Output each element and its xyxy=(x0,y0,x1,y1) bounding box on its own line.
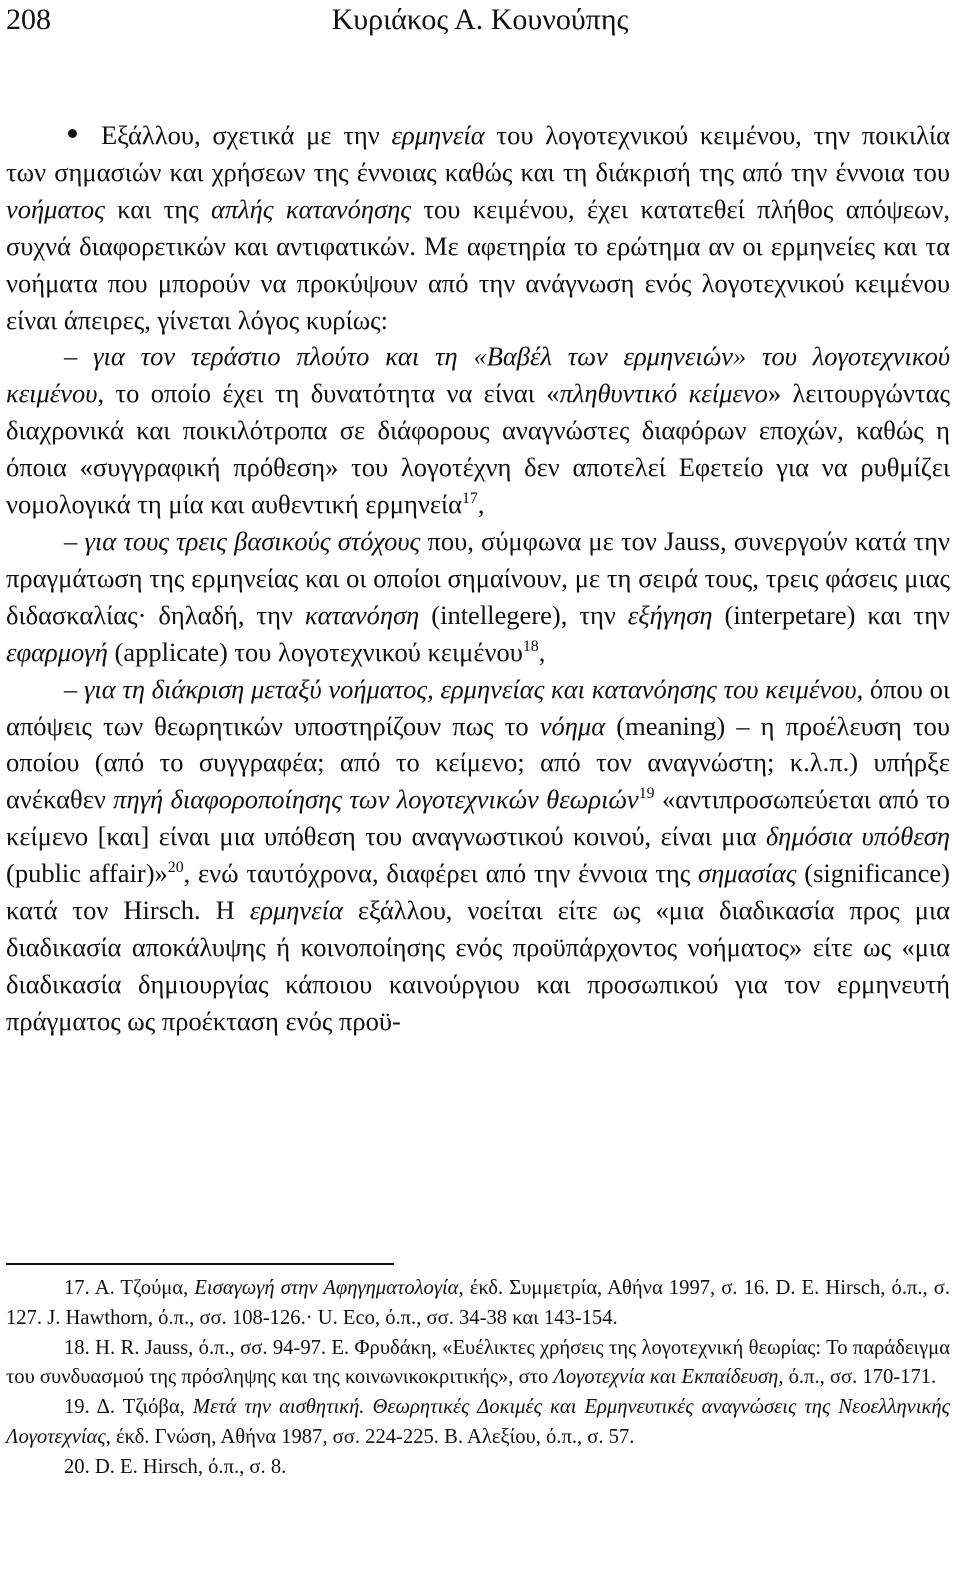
footnote-ref-17[interactable]: 17 xyxy=(461,490,478,508)
text-run: , xyxy=(477,489,485,520)
italic-term: απλής κατανόησης xyxy=(211,193,412,224)
footnote-separator xyxy=(6,1263,394,1265)
dash-marker: – xyxy=(64,525,85,556)
list-item-meaning xyxy=(6,671,950,1040)
text-run: , έκδ. Συμμετρία, Αθήνα 1997, σ. 16. D. E. Hirsch, ό.π., σ. 127. J. Hawthorn, ό.π., σσ. 108-126.· U. Eco, ό.π., σσ. 34-38 και 143-154. xyxy=(6,1277,951,1329)
bullet-icon xyxy=(68,129,77,138)
text-run: , xyxy=(538,636,546,667)
text-run: (public affair)» xyxy=(6,858,168,889)
text-run: , όπου οι απόψεις των θεωρητικών υποστηρίζουν πως το xyxy=(6,673,950,741)
italic-term: εξήγηση xyxy=(627,599,713,630)
italic-term: πληθυντικό κείμενο xyxy=(559,378,768,409)
italic-term: νόημα xyxy=(539,710,606,741)
italic-title: Εισαγωγή στην Αφηγηματολογία xyxy=(194,1277,459,1299)
text-run: και της xyxy=(104,193,211,224)
dash-marker: – xyxy=(64,673,84,704)
dash-marker: – xyxy=(64,341,94,372)
list-item-babel xyxy=(6,338,950,523)
footnote-17 xyxy=(6,1274,950,1334)
footnotes xyxy=(6,1274,950,1483)
italic-term: σημασίας xyxy=(698,858,797,889)
text-run: 20. D. E. Hirsch, ό.π., σ. 8. xyxy=(64,1455,287,1478)
text-run: «αντιπροσωπεύεται από το κείμενο [και] είναι μια υπόθεση του αναγνωστικού κοινού, είναι μια xyxy=(6,784,950,852)
text-run: , έκδ. Γνώση, Αθήνα 1987, σσ. 224-225. Β. Αλεξίου, ό.π., σ. 57. xyxy=(105,1425,635,1448)
list-item-jauss xyxy=(6,523,950,671)
text-run: , ενώ ταυτόχρονα, διαφέρει από την έννοια της xyxy=(183,858,698,889)
italic-term: εφαρμογή xyxy=(6,636,108,667)
italic-term: για τους τρεις βασικούς στόχους xyxy=(84,525,421,556)
text-run: 19. Δ. Τζιόβα, xyxy=(64,1396,193,1419)
text-run: 17. Α. Τζούμα, xyxy=(64,1277,195,1299)
text-run: Εξάλλου, σχετικά με την xyxy=(101,120,392,150)
footnote-18 xyxy=(6,1334,950,1394)
paragraph-intro xyxy=(6,117,950,338)
text-run: , το οποίο έχει τη δυνατότητα να είναι « xyxy=(97,378,560,409)
text-run: που, σύμφωνα με τον Jauss, συνεργούν κατά την πραγμάτωση της ερμηνείας και οι οποίοι σημαίνουν, με τη σειρά τους, τρεις φάσεις μιας διδασκαλίας· δηλαδή, την xyxy=(6,525,950,630)
text-run: του κειμένου, έχει κατατεθεί πλήθος απόψεων, συχνά διαφορετικών και αντιφατικών. Με αφετηρία το ερώτημα αν οι ερμηνείες και τα νοήματα που μπορούν να προκύψουν από την ανάγνωση ενός λογοτεχνικού κειμένου είναι άπειρες, γίνεται λόγος κυρίως: xyxy=(6,193,950,335)
text-run: του λογοτεχνικού κειμένου, την ποικιλία των σημασιών και χρήσεων της έννοιας καθώς και τη διάκρισή της από την έννοια του xyxy=(6,120,950,187)
italic-title: Μετά την αισθητική. Θεωρητικές Δοκιμές και Ερμηνευτικές αναγνώσεις της Νεοελληνικής Λογοτεχνίας xyxy=(6,1396,950,1448)
text-run: , ό.π., σσ. 170-171. xyxy=(778,1366,937,1389)
italic-term: ερμηνεία xyxy=(391,120,485,150)
text-run: » λειτουργώντας διαχρονικά και ποικιλότροπα σε διάφορους αναγνώστες διαφόρων εποχών, καθώς η όποια «συγγραφική πρόθεση» του λογοτέχνη δεν αποτελεί Εφετείο για να ρυθμίζει νομολογικά τη μία και αυθεντική ερμηνεία xyxy=(6,378,950,520)
body-text xyxy=(6,117,950,1040)
footnote-ref-19[interactable]: 19 xyxy=(638,785,655,803)
text-run: εξάλλου, νοείται είτε ως «μια διαδικασία προς μια διαδικασία αποκάλυψης ή κοινοποίησης ενός προϋπάρχοντος νοήματος» είτε ως «μια διαδικασία δημιουργίας κάποιου καινούργιου και προσωπικού για τον ερμηνευτή πράγματος ως προέκταση ενός προϋ- xyxy=(6,895,950,1036)
text-run: (interpetare) και την xyxy=(712,599,950,630)
running-title: Κυριάκος Α. Κουνούπης xyxy=(331,3,629,36)
italic-term: δημόσια υπόθεση xyxy=(765,821,950,852)
text-run: (significance) κατά τον Hirsch. Η xyxy=(6,858,950,926)
italic-term: νοήματος xyxy=(6,193,105,224)
text-run: (applicate) του λογοτεχνικού κειμένου xyxy=(107,636,523,667)
page-number: 208 xyxy=(6,3,51,36)
text-run: (intellegere), την xyxy=(419,599,628,630)
footnote-ref-18[interactable]: 18 xyxy=(522,637,539,655)
italic-title: Λογοτεχνία και Εκπαίδευση xyxy=(553,1366,779,1389)
italic-term: κατανόηση xyxy=(304,599,420,630)
footnote-20 xyxy=(6,1453,950,1483)
footnote-ref-20[interactable]: 20 xyxy=(167,859,184,877)
text-run: 18. H. R. Jauss, ό.π., σσ. 94-97. Ε. Φρυδάκη, «Ευέλικτες χρήσεις της λογοτεχνική θεωρίας: Το παράδειγμα του συνδυασμού της πρόσληψης και της κοινωνικοκριτικής», στο xyxy=(6,1336,950,1389)
footnote-19 xyxy=(6,1393,950,1453)
italic-term: για τη διάκριση μεταξύ νοήματος, ερμηνείας και κατανόησης του κειμένου xyxy=(83,673,857,704)
italic-term: ερμηνεία xyxy=(249,895,343,926)
page-header xyxy=(0,0,960,50)
italic-term: για τον τεράστιο πλούτο και τη «Βαβέλ των ερμηνειών» του λογοτεχνικού κειμένου xyxy=(6,341,951,409)
text-run: (meaning) – η προέλευση του οποίου (από το συγγραφέα; από το κείμενο; από τον αναγνώστη; κ.λ.π.) υπήρξε ανέκαθεν xyxy=(6,710,950,815)
italic-term: πηγή διαφοροποίησης των λογοτεχνικών θεωριών xyxy=(113,784,639,815)
